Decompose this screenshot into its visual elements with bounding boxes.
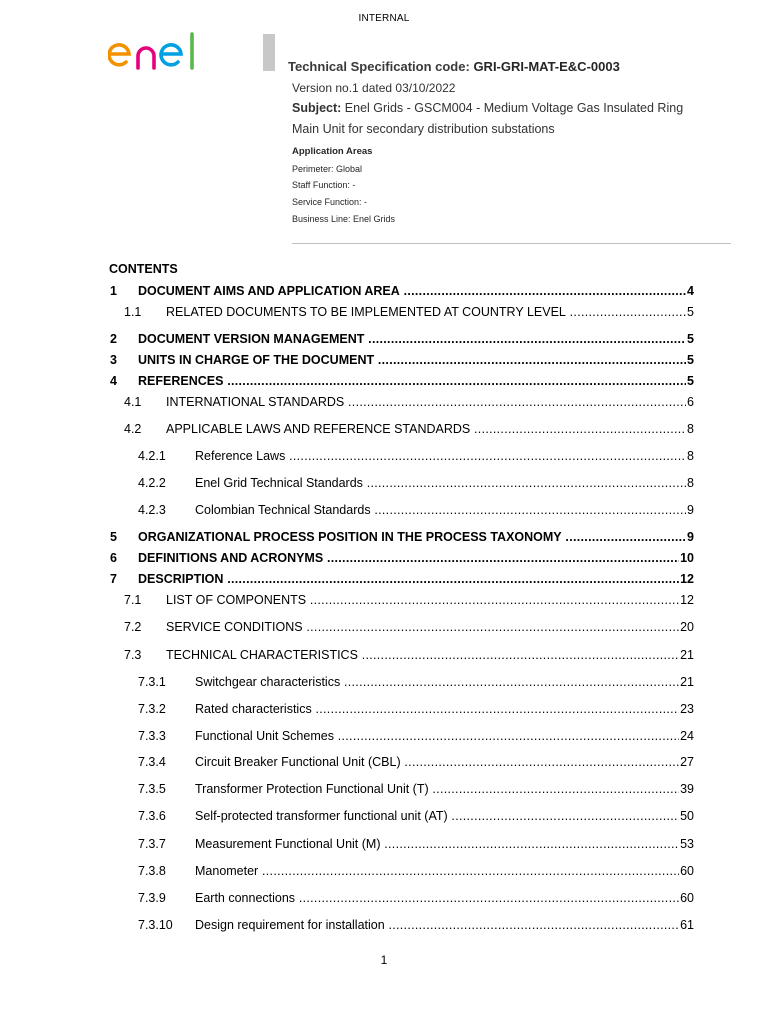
toc-entry-page: 39 — [680, 782, 694, 796]
toc-entry-page: 53 — [680, 837, 694, 851]
toc-entry[interactable] — [0, 550, 768, 566]
toc-entry[interactable] — [0, 863, 768, 879]
toc-entry[interactable] — [0, 373, 768, 389]
classification-label: INTERNAL — [358, 13, 410, 24]
toc-entry[interactable] — [0, 808, 768, 824]
toc-entry-page: 24 — [680, 729, 694, 743]
toc-entry-number: 4.2 — [124, 422, 142, 436]
toc-entry-page: 60 — [680, 891, 694, 905]
toc-entry-title: Functional Unit Schemes ..... — [195, 728, 690, 744]
toc-entry-title: Measurement Functional Unit (M) ..... — [195, 836, 690, 852]
toc-entry-page: 21 — [680, 648, 694, 662]
toc-entry-number: 7.3.1 — [138, 675, 166, 689]
toc-entry-title: LIST OF COMPONENTS ..... — [166, 592, 690, 608]
toc-entry-page: 6 — [687, 395, 694, 409]
toc-entry-number: 7.3.5 — [138, 782, 166, 796]
perimeter-line: Perimeter: Global — [292, 164, 363, 174]
subject-text: Enel Grids - GSCM004 - Medium Voltage Gas Insulated Ring Main Unit for secondary distribution substations — [292, 101, 684, 136]
toc-heading: CONTENTS — [109, 262, 178, 276]
toc-entry[interactable] — [0, 502, 768, 518]
toc-entry-page: 12 — [680, 572, 694, 586]
toc-entry-number: 7.3.2 — [138, 702, 166, 716]
toc-entry-number: 7.3.9 — [138, 891, 166, 905]
application-areas-title: Application Areas — [292, 146, 373, 157]
toc-entry-page: 9 — [687, 503, 694, 517]
toc-entry-title: Design requirement for installation ..... — [195, 917, 690, 933]
toc-entry-title: RELATED DOCUMENTS TO BE IMPLEMENTED AT COUNTRY LEVEL ..... — [166, 304, 690, 320]
toc-entry[interactable] — [0, 283, 768, 299]
toc-entry-number: 7.2 — [124, 620, 142, 634]
toc-entry-title: UNITS IN CHARGE OF THE DOCUMENT ..... — [138, 352, 690, 368]
business-line: Business Line: Enel Grids — [292, 214, 396, 224]
toc-entry-title: SERVICE CONDITIONS ..... — [166, 619, 690, 635]
header-divider — [292, 243, 731, 244]
page-number: 1 — [380, 953, 388, 967]
spec-code-line — [288, 59, 620, 74]
toc-entry-title: Enel Grid Technical Standards ..... — [195, 475, 690, 491]
toc-entry-page: 8 — [687, 449, 694, 463]
toc-entry-title: Manometer ..... — [195, 863, 690, 879]
toc-entry-number: 1 — [110, 284, 117, 298]
toc-entry[interactable] — [0, 728, 768, 744]
toc-entry[interactable] — [0, 421, 768, 437]
toc-entry[interactable] — [0, 890, 768, 906]
toc-entry-number: 3 — [110, 353, 117, 367]
enel-logo — [108, 30, 220, 74]
toc-entry-title: DEFINITIONS AND ACRONYMS ..... — [138, 550, 690, 566]
toc-entry[interactable] — [0, 448, 768, 464]
toc-entry-page: 20 — [680, 620, 694, 634]
toc-entry-number: 7.3.10 — [138, 918, 173, 932]
toc-entry-page: 10 — [680, 551, 694, 565]
toc-entry-number: 4 — [110, 374, 117, 388]
toc-entry-title: APPLICABLE LAWS AND REFERENCE STANDARDS ..... — [166, 421, 690, 437]
toc-entry-page: 5 — [687, 305, 694, 319]
toc-entry-page: 27 — [680, 755, 694, 769]
toc-entry-title: DOCUMENT VERSION MANAGEMENT ..... — [138, 331, 690, 347]
toc-entry-title: TECHNICAL CHARACTERISTICS ..... — [166, 647, 690, 663]
toc-entry[interactable] — [0, 529, 768, 545]
toc-entry-number: 7.3 — [124, 648, 142, 662]
toc-entry[interactable] — [0, 475, 768, 491]
toc-entry-number: 4.1 — [124, 395, 142, 409]
toc-entry-number: 1.1 — [124, 305, 142, 319]
toc-entry-number: 4.2.1 — [138, 449, 166, 463]
toc-entry-number: 7.3.4 — [138, 755, 166, 769]
header-accent-bar — [263, 34, 275, 71]
toc-entry[interactable] — [0, 394, 768, 410]
toc-entry-title: DESCRIPTION ..... — [138, 571, 690, 587]
toc-entry-page: 8 — [687, 422, 694, 436]
toc-entry-page: 4 — [687, 284, 694, 298]
toc-entry-title: Transformer Protection Functional Unit (T) ..... — [195, 781, 690, 797]
toc-entry[interactable] — [0, 571, 768, 587]
toc-entry[interactable] — [0, 701, 768, 717]
toc-entry-number: 4.2.3 — [138, 503, 166, 517]
toc-entry-page: 21 — [680, 675, 694, 689]
toc-entry[interactable] — [0, 619, 768, 635]
toc-entry[interactable] — [0, 647, 768, 663]
toc-entry-title: Earth connections ..... — [195, 890, 690, 906]
toc-entry-title: Reference Laws ..... — [195, 448, 690, 464]
toc-entry-title: DOCUMENT AIMS AND APPLICATION AREA ..... — [138, 283, 690, 299]
toc-entry[interactable] — [0, 781, 768, 797]
toc-entry-page: 12 — [680, 593, 694, 607]
toc-entry[interactable] — [0, 917, 768, 933]
service-function-line: Service Function: - — [292, 197, 368, 207]
toc-entry-page: 5 — [687, 332, 694, 346]
toc-entry-page: 23 — [680, 702, 694, 716]
toc-entry-title: Switchgear characteristics ..... — [195, 674, 690, 690]
toc-entry-number: 7.3.7 — [138, 837, 166, 851]
toc-entry-number: 7.3.8 — [138, 864, 166, 878]
toc-entry-number: 7.3.3 — [138, 729, 166, 743]
toc-entry[interactable] — [0, 304, 768, 320]
toc-entry-page: 5 — [687, 374, 694, 388]
toc-entry-page: 50 — [680, 809, 694, 823]
toc-entry-title: Circuit Breaker Functional Unit (CBL) ..... — [195, 754, 690, 770]
toc-entry-page: 8 — [687, 476, 694, 490]
toc-entry-number: 6 — [110, 551, 117, 565]
toc-entry[interactable] — [0, 352, 768, 368]
toc-entry-title: REFERENCES ..... — [138, 373, 690, 389]
toc-entry-number: 7 — [110, 572, 117, 586]
toc-entry-title: INTERNATIONAL STANDARDS ..... — [166, 394, 690, 410]
toc-entry-title: ORGANIZATIONAL PROCESS POSITION IN THE PROCESS TAXONOMY ..... — [138, 529, 690, 545]
toc-entry-number: 2 — [110, 332, 117, 346]
toc-entry-page: 9 — [687, 530, 694, 544]
toc-entry[interactable] — [0, 592, 768, 608]
toc-entry-number: 4.2.2 — [138, 476, 166, 490]
subject-block — [292, 98, 712, 140]
toc-entry-title: Colombian Technical Standards ..... — [195, 502, 690, 518]
toc-entry[interactable] — [0, 754, 768, 770]
toc-entry-title: Rated characteristics ..... — [195, 701, 690, 717]
toc-entry-number: 7.1 — [124, 593, 142, 607]
toc-entry[interactable] — [0, 674, 768, 690]
toc-entry-number: 5 — [110, 530, 117, 544]
toc-entry-page: 5 — [687, 353, 694, 367]
toc-entry-title: Self-protected transformer functional unit (AT) ..... — [195, 808, 690, 824]
toc-entry-page: 60 — [680, 864, 694, 878]
subject-label: Subject: — [292, 101, 342, 115]
spec-code-value: GRI-GRI-MAT-E&C-0003 — [473, 59, 620, 74]
toc-entry-number: 7.3.6 — [138, 809, 166, 823]
staff-function-line: Staff Function: - — [292, 180, 356, 190]
toc-entry[interactable] — [0, 836, 768, 852]
version-line: Version no.1 dated 03/10/2022 — [292, 81, 456, 95]
toc-entry-page: 61 — [680, 918, 694, 932]
toc-entry[interactable] — [0, 331, 768, 347]
spec-code-label: Technical Specification code: — [288, 59, 470, 74]
